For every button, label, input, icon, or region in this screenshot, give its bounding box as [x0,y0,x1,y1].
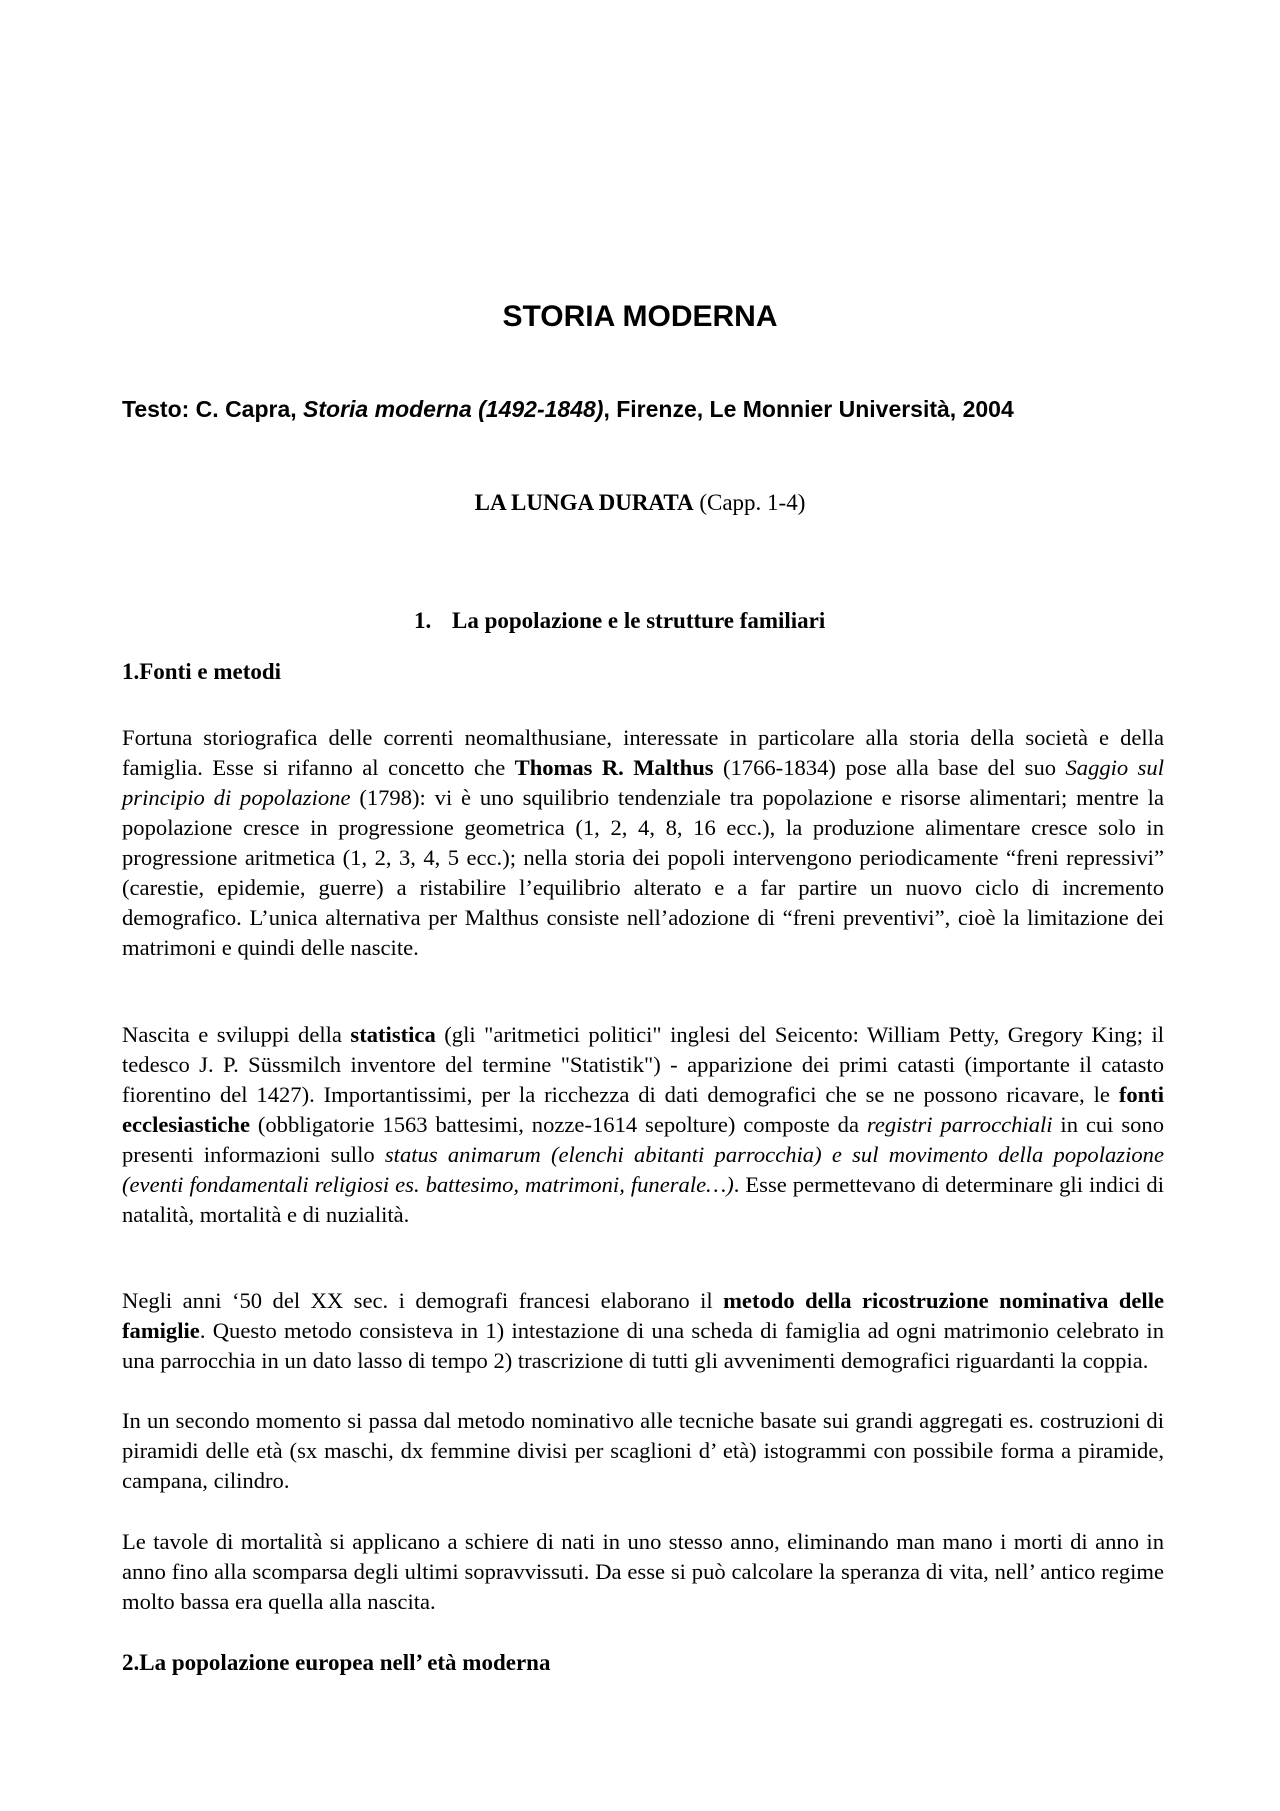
text-run: Nascita e sviluppi della [122,1022,351,1047]
italic-run: status animarum (elenchi abitanti parrocchia) e sul movimento della popolazione (eventi fondamentali religiosi es. battesimo, matrimoni, funerale…) [122,1142,1164,1197]
part-title: LA LUNGA DURATA [474,490,694,515]
part-heading [0,490,1280,516]
publisher-info: , Firenze, Le Monnier Università, 2004 [603,396,1014,422]
paragraph-ricostruzione [122,1286,1164,1376]
text-run: . Esse permettevano di determinare gli indici di natalità, mortalità e di nuzialità. [122,1172,1164,1227]
page-title: STORIA MODERNA [502,300,778,333]
italic-run: registri parrocchiali [866,1112,1053,1137]
bold-run: metodo della ricostruzione nominativa delle famiglie [122,1288,1164,1343]
chapter-title: La popolazione e le strutture familiari [452,608,826,633]
text-run: (1766-1834) pose alla base del suo [713,755,1066,780]
text-run: in cui sono presenti informazioni sullo [122,1112,1165,1167]
section-heading-popolazione-europea: 2.La popolazione europea nell’ età moderna [122,1650,551,1675]
chapter-number: 1. [414,608,432,633]
section-heading-fonti: 1.Fonti e metodi [122,659,282,684]
bold-run: fonti ecclesiastiche [122,1082,1164,1137]
paragraph-malthus [122,723,1164,963]
paragraph-aggregati: In un secondo momento si passa dal metodo nominativo alle tecniche basate sui grandi aggregati es. costruzioni di piramidi delle età (sx maschi, dx femmine divisi per scaglioni d’ età) istogrammi con possibile forma a piramide, campana, cilindro. [122,1408,1164,1493]
text-run: Negli anni ‘50 del XX sec. i demografi francesi elaborano il [122,1288,724,1313]
bold-run: statistica [350,1022,436,1047]
paragraph-statistica [122,1020,1164,1230]
italic-run: Saggio sul principio di popolazione [122,755,1164,810]
testo-label: Testo: C. Capra, [122,396,304,422]
part-chapters: (Capp. 1-4) [693,490,806,515]
text-run: (gli "aritmetici politici" inglesi del Seicento: William Petty, Gregory King; il tedesco J. P. Süssmilch inventore del termine "Statistik") - apparizione dei primi catasti (importante il catasto fiorentino del 1427). Importantissimi, per la ricchezza di dati demografici che se ne possono ricavare, le [122,1022,1165,1107]
text-run: (obbligatorie 1563 battesimi, nozze-1614 sepolture) composte da [249,1112,867,1137]
bold-run: Thomas R. Malthus [514,755,714,780]
text-run: . Questo metodo consisteva in 1) intestazione di una scheda di famiglia ad ogni matrimonio celebrato in una parrocchia in un dato lasso di tempo 2) trascrizione di tutti gli avvenimenti demografici riguardanti la coppia. [122,1318,1164,1373]
textbook-reference [122,396,1182,423]
text-run: (1798): vi è uno squilibrio tendenziale tra popolazione e risorse alimentari; mentre la popolazione cresce in progressione geometrica (1, 2, 4, 8, 16 ecc.), la produzione alimentare cresce solo in progressione aritmetica (1, 2, 3, 4, 5 ecc.); nella storia dei popoli intervengono periodicamente “freni repressivi” (carestie, epidemie, guerre) a ristabilire l’equilibrio alterato e a far partire un nuovo ciclo di incremento demografico. L’unica alternativa per Malthus consiste nell’adozione di “freni preventivi”, cioè la limitazione dei matrimoni e quindi delle nascite. [122,785,1164,960]
paragraph-tavole-mortalita: Le tavole di mortalità si applicano a schiere di nati in uno stesso anno, eliminando man mano i morti di anno in anno fino alla scomparsa degli ultimi sopravvissuti. Da esse si può calcolare la speranza di vita, nell’ antico regime molto bassa era quella alla nascita. [122,1529,1164,1614]
book-title: Storia moderna (1492-1848) [303,396,604,422]
chapter-heading [414,608,825,634]
text-run: Fortuna storiografica delle correnti neomalthusiane, interessate in particolare alla storia della società e della famiglia. Esse si rifanno al concetto che [122,725,1164,780]
